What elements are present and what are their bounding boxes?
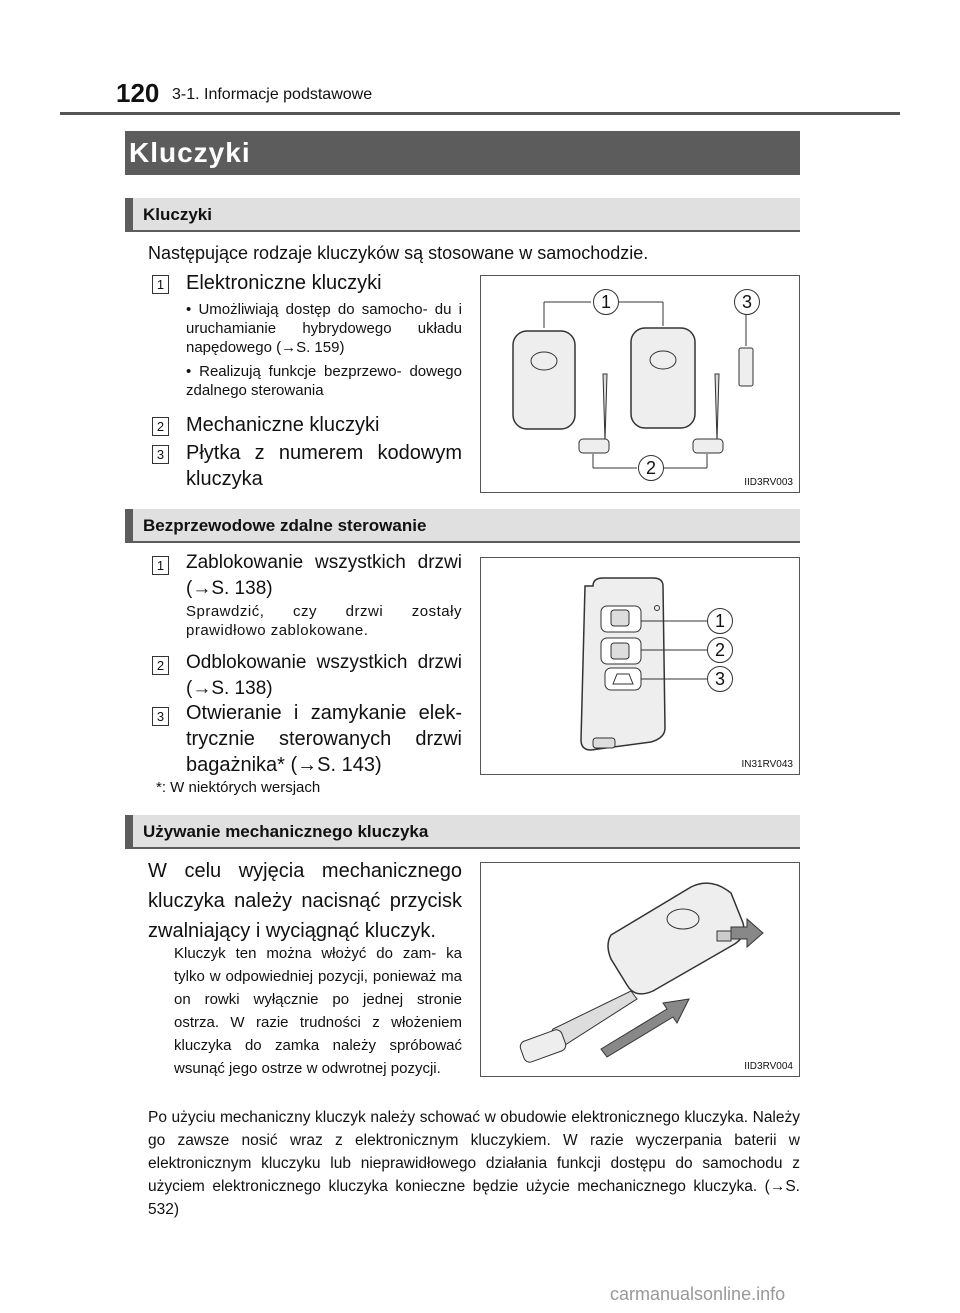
section-heading-keys xyxy=(125,198,800,232)
section-heading-text: Bezprzewodowe zdalne sterowanie xyxy=(143,516,427,535)
remote-illustration xyxy=(481,558,799,774)
item-number: 1 xyxy=(152,556,169,575)
section-intro: Następujące rodzaje kluczyków są stosowane w samochodzie. xyxy=(148,243,649,263)
item-label: Elektroniczne kluczyki xyxy=(186,272,382,294)
page-title: Kluczyki xyxy=(125,131,800,175)
figure-mechanical-key xyxy=(480,862,800,1077)
section-note: Kluczyk ten można włożyć do zam- ka tylko w odpowiedniej pozycji, ponieważ ma on rowki wyłącznie po jednej stronie ostrza. W razie trudności z włożeniem kluczyka do zamka należy spróbować wsunąć jego ostrze w odwrotnej pozycji. xyxy=(174,945,462,1077)
callout-2: 2 xyxy=(707,637,733,663)
callout-3: 3 xyxy=(734,289,760,315)
item-label: Płytka z numerem kodowym kluczyka xyxy=(186,442,462,490)
bullet-text: • Realizują funkcje bezprzewo- dowego zdalnego sterowania xyxy=(186,363,462,399)
callout-3: 3 xyxy=(707,666,733,692)
item-number: 3 xyxy=(152,445,169,464)
section-bar xyxy=(125,509,133,541)
page-number: 120 xyxy=(116,78,160,108)
section-bar xyxy=(125,815,133,847)
callout-1: 1 xyxy=(707,608,733,634)
item-label: Mechaniczne kluczyki xyxy=(186,414,380,436)
figure-keys xyxy=(480,275,800,493)
callout-1: 1 xyxy=(593,289,619,315)
callout-2: 2 xyxy=(638,455,664,481)
bottom-paragraph: Po użyciu mechaniczny kluczyk należy schować w obudowie elektronicznego kluczyka. Należy go zawsze nosić wraz z elektronicznym kluczykiem. W razie wyczerpania baterii w elektronicznym kluczyku lub nieprawidłowego działania funkcji dostępu do samochodu z użyciem elektronicznego kluczyka konieczne będzie użycie mechanicznego kluczyka. (→S. 532) xyxy=(148,1109,800,1218)
section-main-text: W celu wyjęcia mechanicznego kluczyka należy nacisnąć przycisk zwalniający i wyciągnąć kluczyk. xyxy=(148,860,462,942)
chapter-title: 3-1. Informacje podstawowe xyxy=(172,86,373,103)
section-heading-mechanical-key xyxy=(125,815,800,849)
mechanical-key-illustration xyxy=(481,863,799,1076)
figure-code: IID3RV003 xyxy=(744,477,793,488)
item-label: Odblokowanie wszystkich drzwi (→S. 138) xyxy=(186,652,462,699)
footnote: *: W niektórych wersjach xyxy=(156,779,321,796)
section-bar xyxy=(125,198,133,230)
figure-remote xyxy=(480,557,800,775)
header-rule xyxy=(60,112,900,115)
figure-code: IN31RV043 xyxy=(741,759,793,770)
watermark: carmanualsonline.info xyxy=(610,1284,786,1304)
bullet-text: • Umożliwiają dostęp do samocho- du i uruchamianie hybrydowego układu napędowego (→S. 159) xyxy=(186,301,462,356)
section-heading-text: Używanie mechanicznego kluczyka xyxy=(143,822,429,841)
item-number: 2 xyxy=(152,417,169,436)
item-number: 2 xyxy=(152,656,169,675)
item-note: Sprawdzić, czy drzwi zostały prawidłowo zablokowane. xyxy=(186,603,462,639)
item-number: 3 xyxy=(152,707,169,726)
item-number: 1 xyxy=(152,275,169,294)
section-heading-remote xyxy=(125,509,800,543)
item-label: Zablokowanie wszystkich drzwi (→S. 138) xyxy=(186,552,462,599)
figure-code: IID3RV004 xyxy=(744,1061,793,1072)
item-label: Otwieranie i zamykanie elek- trycznie sterowanych drzwi bagażnika* (→S. 143) xyxy=(186,702,462,776)
section-heading-text: Kluczyki xyxy=(143,205,212,224)
